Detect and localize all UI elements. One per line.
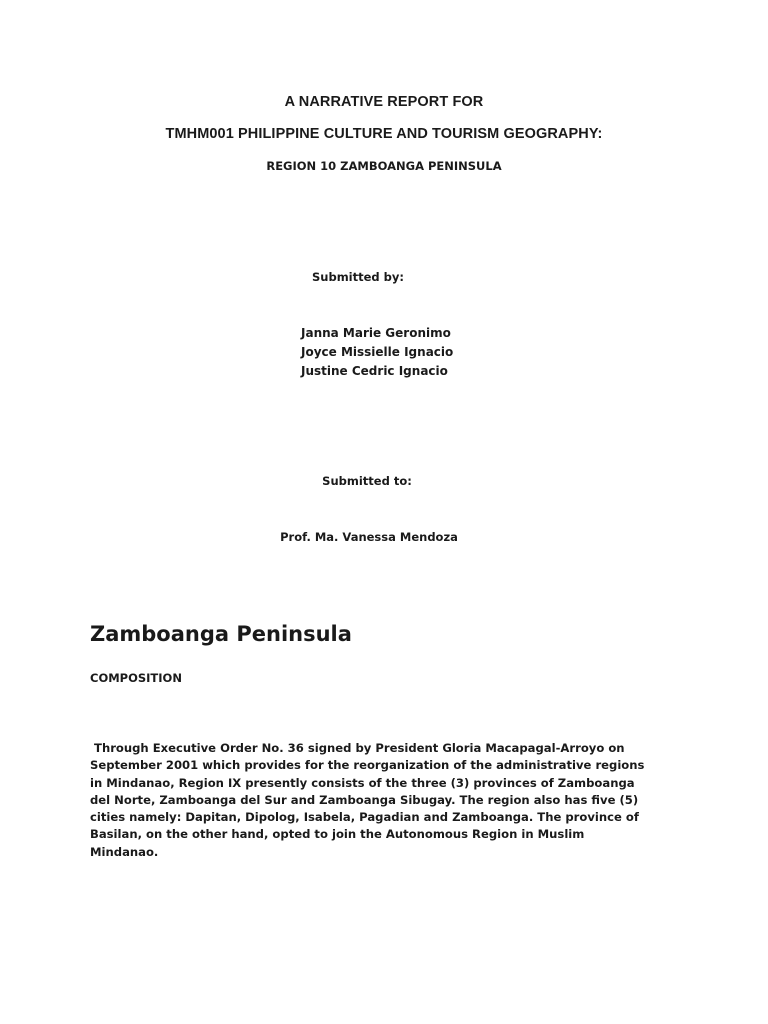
author-list <box>301 324 453 381</box>
report-subtitle: REGION 10 ZAMBOANGA PENINSULA <box>266 159 502 173</box>
section-heading: Zamboanga Peninsula <box>90 622 352 646</box>
paragraph-line: del Norte, Zamboanga del Sur and Zamboanga Sibugay. The region also has five (5) <box>90 792 639 807</box>
report-title-line-2: TMHM001 PHILIPPINE CULTURE AND TOURISM GEOGRAPHY: <box>165 126 603 142</box>
submitted-by-label: Submitted by: <box>312 270 404 284</box>
author-name: Justine Cedric Ignacio <box>301 364 448 378</box>
composition-paragraph <box>90 740 680 861</box>
submitted-to-label: Submitted to: <box>322 474 412 488</box>
section-subheading: COMPOSITION <box>90 671 182 685</box>
report-title-line-1: A NARRATIVE REPORT FOR <box>284 94 484 110</box>
paragraph-line: Mindanao. <box>90 844 159 859</box>
professor-name: Prof. Ma. Vanessa Mendoza <box>280 530 458 544</box>
paragraph-line: in Mindanao, Region IX presently consists of the three (3) provinces of Zamboanga <box>90 775 635 790</box>
author-name: Janna Marie Geronimo <box>301 326 451 340</box>
paragraph-line: Basilan, on the other hand, opted to join the Autonomous Region in Muslim <box>90 827 585 842</box>
paragraph-line: Through Executive Order No. 36 signed by President Gloria Macapagal-Arroyo on <box>90 741 625 755</box>
paragraph-line: cities namely: Dapitan, Dipolog, Isabela, Pagadian and Zamboanga. The province of <box>90 810 639 825</box>
paragraph-line: September 2001 which provides for the reorganization of the administrative regions <box>90 758 645 773</box>
author-name: Joyce Missielle Ignacio <box>301 345 454 359</box>
